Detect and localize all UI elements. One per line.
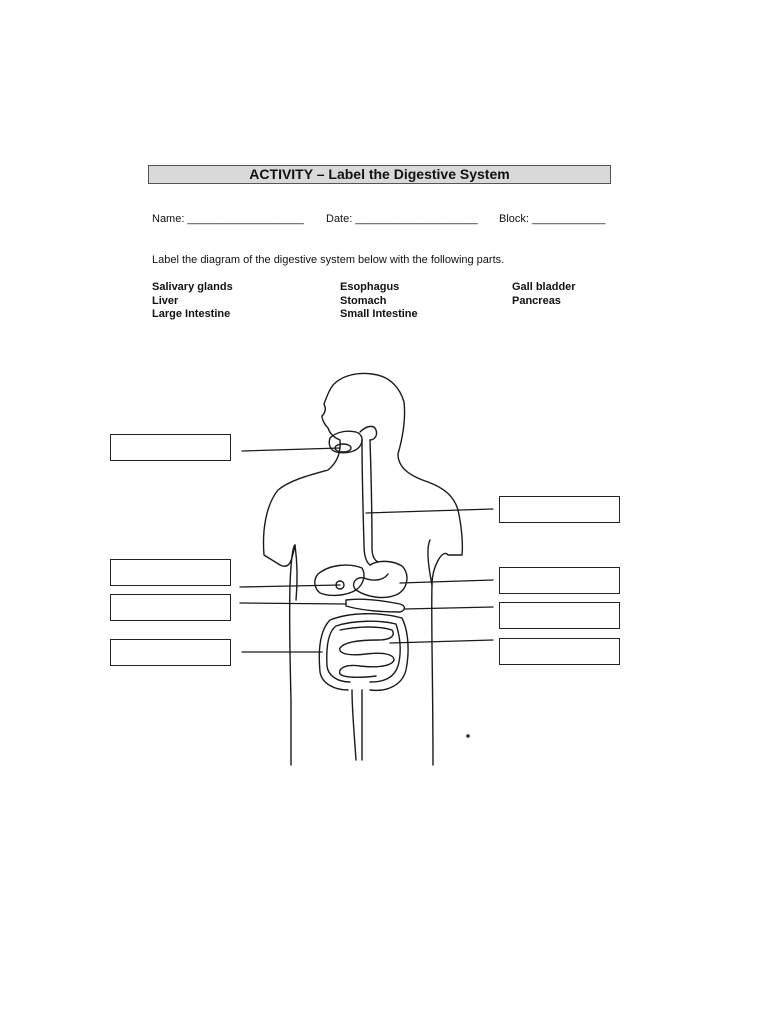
leader-salivary-glands xyxy=(242,448,340,451)
label-box-small-intestine[interactable] xyxy=(499,638,620,665)
stomach xyxy=(354,561,407,597)
name-label: Name: xyxy=(152,213,185,225)
rectum xyxy=(352,690,356,760)
label-box-pancreas[interactable] xyxy=(499,602,620,629)
leader-small-intestine xyxy=(390,640,493,643)
term-pancreas: Pancreas xyxy=(512,294,561,307)
name-blank[interactable]: ___________________ xyxy=(187,213,304,225)
term-salivary-glands: Salivary glands xyxy=(152,281,233,293)
term-liver: Liver xyxy=(152,294,179,307)
label-box-large-intestine[interactable] xyxy=(110,639,231,666)
leader-stomach xyxy=(400,580,493,583)
label-box-liver[interactable] xyxy=(110,559,231,586)
stray-dot xyxy=(467,735,469,737)
label-box-gall-bladder[interactable] xyxy=(110,594,231,621)
small-intestine xyxy=(340,627,394,677)
term-stomach: Stomach xyxy=(340,294,387,307)
block-blank[interactable]: ____________ xyxy=(532,213,606,225)
arm-left xyxy=(295,545,297,600)
esophagus xyxy=(362,440,370,565)
instructions: Label the diagram of the digestive system below with the following parts. xyxy=(152,254,505,266)
date-label: Date: xyxy=(326,213,353,225)
term-esophagus: Esophagus xyxy=(340,281,400,293)
large-intestine-inner xyxy=(327,621,400,682)
label-box-salivary[interactable] xyxy=(110,434,231,461)
block-label: Block: xyxy=(499,213,529,225)
leader-pancreas xyxy=(404,607,493,609)
term-large-intestine: Large Intestine xyxy=(152,308,231,320)
pancreas xyxy=(346,599,405,612)
mouth-cavity xyxy=(329,431,362,453)
worksheet-title: ACTIVITY – Label the Digestive System xyxy=(148,165,611,184)
label-box-stomach[interactable] xyxy=(499,567,620,594)
arm-right xyxy=(428,540,432,585)
term-gall-bladder: Gall bladder xyxy=(512,281,576,293)
label-box-esophagus[interactable] xyxy=(499,496,620,523)
date-blank[interactable]: ____________________ xyxy=(355,213,478,225)
large-intestine xyxy=(319,614,408,691)
leader-esophagus xyxy=(366,509,493,513)
term-small-intestine: Small Intestine xyxy=(340,308,418,320)
leader-gall-bladder xyxy=(240,603,346,604)
esophagus-inner xyxy=(370,440,378,562)
